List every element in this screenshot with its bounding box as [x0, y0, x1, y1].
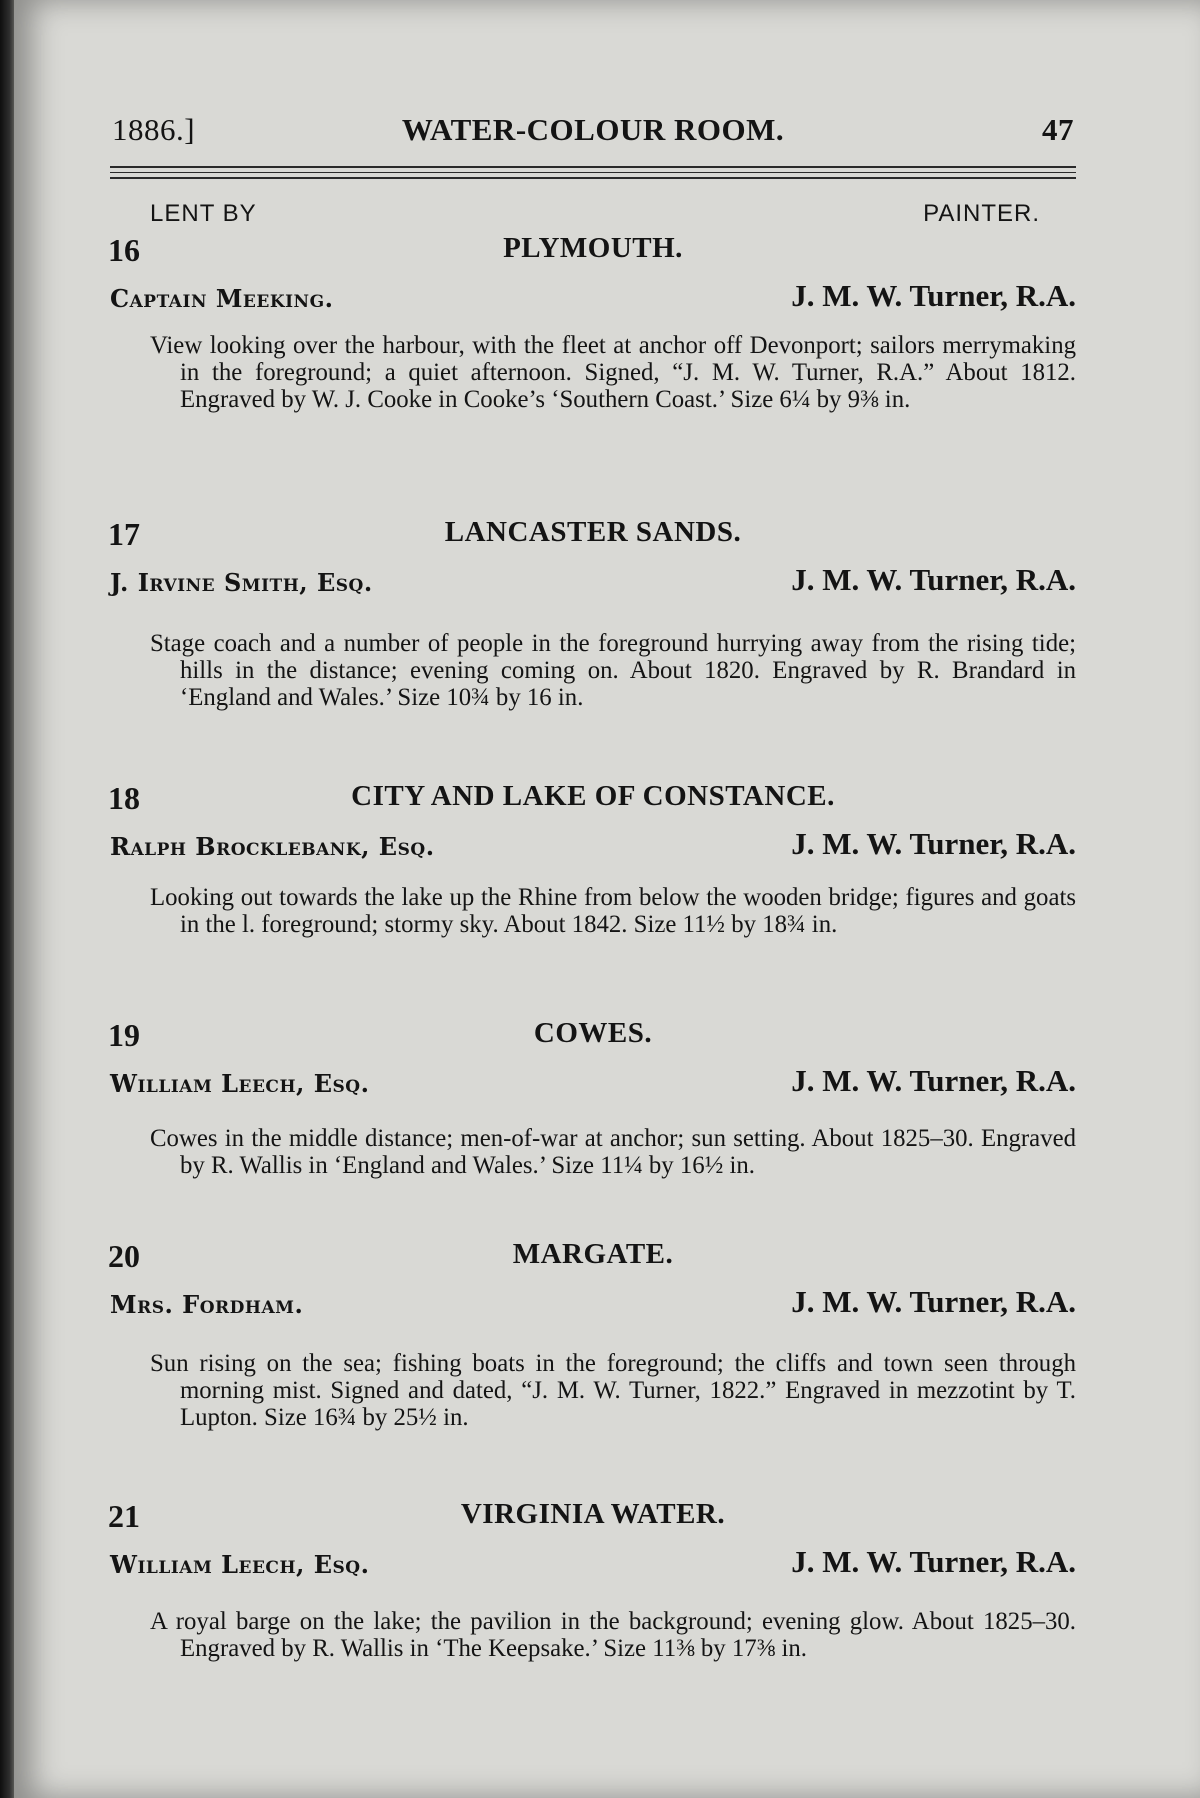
entry-painter: J. M. W. Turner, R.A. — [791, 562, 1076, 597]
entry-lender: Mrs. Fordham. — [110, 1290, 304, 1319]
entry-description: View looking over the harbour, with the fleet at anchor off Devonport; sailors merrymaking in the foreground; a quiet afternoon. Signed, “J. M. W. Turner, R.A.” About 1812. Engraved by W. J. Cooke in Cooke’s ‘Southern Coast.’ Size 6¼ by 9⅜ in. — [150, 332, 1076, 413]
entry-painter: J. M. W. Turner, R.A. — [791, 278, 1076, 313]
entry-number: 17 — [108, 516, 140, 552]
entry-title: CITY AND LAKE OF CONSTANCE. — [351, 780, 835, 812]
entry-title: COWES. — [533, 1017, 653, 1049]
entry-title: VIRGINIA WATER. — [460, 1498, 726, 1530]
header-rule-middle — [110, 172, 1076, 173]
entry-title: LANCASTER SANDS. — [444, 516, 742, 548]
entry-description: Sun rising on the sea; fishing boats in the foreground; the cliffs and town seen through morning mist. Signed and dated, “J. M. W. Turner, 1822.” Engraved in mezzotint by T. Lupton. Size 16¾ by 25½ in. — [150, 1350, 1076, 1431]
column-header-painter: PAINTER. — [923, 200, 1040, 227]
page-number: 47 — [1042, 112, 1074, 147]
entry-painter: J. M. W. Turner, R.A. — [791, 1284, 1076, 1319]
entry-lender: Captain Meeking. — [110, 284, 334, 313]
entry-number: 21 — [108, 1498, 140, 1534]
header-rule-top — [110, 166, 1076, 168]
entry-number: 18 — [108, 780, 140, 816]
entry-lender: Ralph Brocklebank, Esq. — [110, 832, 435, 861]
entry-description: A royal barge on the lake; the pavilion in the background; evening glow. About 1825–30. Engraved by R. Wallis in ‘The Keepsake.’ Size 11⅜ by 17⅜ in. — [150, 1608, 1076, 1662]
column-header-lent-by: LENT BY — [150, 200, 257, 227]
header-rule-bottom — [110, 177, 1076, 179]
entry-lender: William Leech, Esq. — [110, 1550, 370, 1579]
entry-lender: J. Irvine Smith, Esq. — [110, 568, 373, 597]
entry-painter: J. M. W. Turner, R.A. — [791, 826, 1076, 861]
running-head-title: WATER-COLOUR ROOM. — [401, 112, 785, 147]
entry-title: MARGATE. — [512, 1238, 674, 1270]
entry-title: PLYMOUTH. — [503, 232, 683, 264]
entry-lender: William Leech, Esq. — [110, 1069, 370, 1098]
running-head-year: 1886.] — [112, 112, 196, 147]
entry-description: Looking out towards the lake up the Rhine from below the wooden bridge; figures and goats in the l. foreground; stormy sky. About 1842. Size 11½ by 18¾ in. — [150, 884, 1076, 938]
entry-description: Cowes in the middle distance; men-of-war at anchor; sun setting. About 1825–30. Engraved by R. Wallis in ‘England and Wales.’ Size 11¼ by 16½ in. — [150, 1125, 1076, 1179]
entry-number: 20 — [108, 1238, 140, 1274]
entry-number: 16 — [108, 232, 140, 268]
entry-painter: J. M. W. Turner, R.A. — [791, 1063, 1076, 1098]
running-head — [112, 112, 1074, 152]
entry-painter: J. M. W. Turner, R.A. — [791, 1544, 1076, 1579]
entry-description: Stage coach and a number of people in the foreground hurrying away from the rising tide; hills in the distance; evening coming on. About 1820. Engraved by R. Brandard in ‘England and Wales.’ Size 10¾ by 16 in. — [150, 630, 1076, 711]
entry-number: 19 — [108, 1017, 140, 1053]
